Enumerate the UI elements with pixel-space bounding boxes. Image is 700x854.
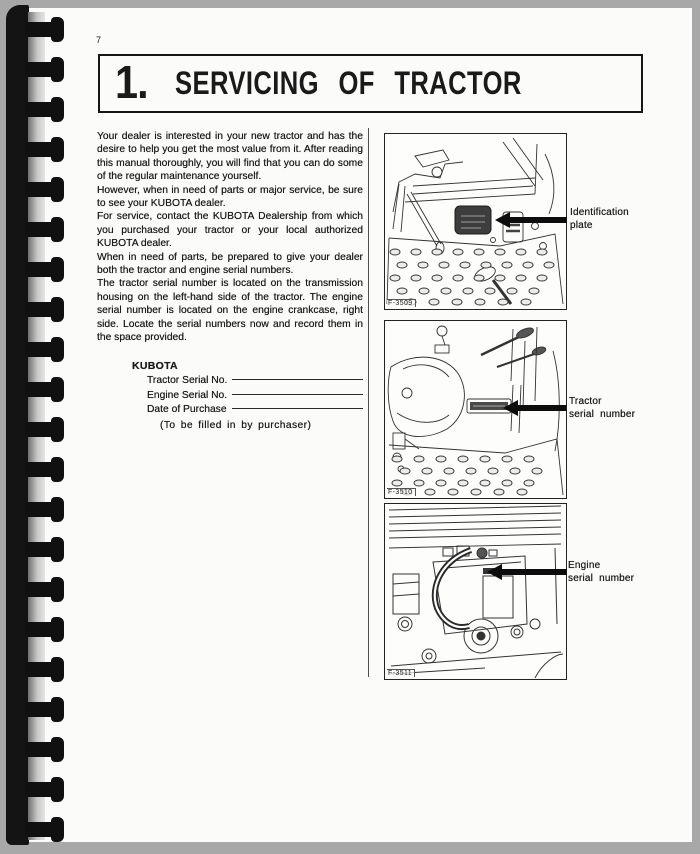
brand-label: KUBOTA	[132, 360, 178, 372]
figure-id: F-3510	[387, 488, 416, 496]
callout-engine-serial	[568, 559, 634, 585]
binding-tooth	[25, 542, 55, 557]
binding-tooth	[25, 222, 55, 237]
binding-tooth	[25, 342, 55, 357]
binding-tooth	[25, 502, 55, 517]
serial-form-rows	[132, 375, 363, 419]
fill-in-line	[232, 394, 363, 395]
figure-id: F-3511	[387, 669, 415, 677]
form-note: (To be filled in by purchaser)	[160, 419, 312, 431]
form-field-row	[147, 390, 363, 405]
callout-tractor-serial	[569, 395, 635, 421]
paragraph: However, when in need of parts or major service, be sure to see your KUBOTA dealer.	[97, 184, 363, 210]
binding-tooth	[25, 702, 55, 717]
callout-line: Tractor	[569, 396, 602, 407]
callout-line: Identification	[570, 207, 629, 218]
binding-tooth	[25, 142, 55, 157]
callout-line: Engine	[568, 560, 601, 571]
arrow-head-icon	[487, 564, 502, 580]
binding-tooth	[25, 622, 55, 637]
tractor-serial-arrow	[503, 400, 566, 416]
binding-tooth	[25, 62, 55, 77]
page-number: 7	[96, 35, 102, 45]
form-field-label: Engine Serial No.	[147, 389, 228, 401]
comb-binding	[0, 0, 70, 854]
form-field-label: Date of Purchase	[147, 404, 227, 415]
paragraph: Your dealer is interested in your new tractor and has the desire to help you get the most value from it. After reading this manual thoroughly, you will find that you can do some of the regular maintenance yourself.	[97, 131, 363, 183]
engine-serial-arrow	[487, 564, 567, 580]
binding-tooth	[25, 782, 55, 797]
binding-tooth	[25, 102, 55, 117]
binding-tooth	[25, 22, 55, 37]
callout-line: serial number	[568, 573, 635, 584]
binding-tooth	[25, 262, 55, 277]
binding-tooth	[25, 422, 55, 437]
fill-in-line	[232, 408, 363, 409]
form-field-row	[147, 375, 363, 390]
identification-plate-shape	[455, 206, 491, 234]
body-text	[97, 130, 363, 345]
callout-line: plate	[570, 220, 593, 231]
figure-engine-serial	[384, 503, 567, 680]
engine-crankcase-illustration	[385, 504, 566, 679]
binding-tooth	[25, 382, 55, 397]
paragraph: The tractor serial number is located on the transmission housing on the left-hand side of the tractor. The engine serial number is located on the engine crankcase, right side. Locate the serial numbers now and record them in the space provided.	[97, 278, 363, 344]
figure-id: F-3509	[387, 299, 416, 307]
binding-tooth	[25, 182, 55, 197]
serial-number-form	[132, 360, 363, 431]
fill-in-line	[232, 379, 363, 380]
chapter-title-box	[98, 54, 643, 113]
identification-plate-arrow	[495, 212, 567, 228]
column-divider	[368, 128, 369, 677]
paragraph: For service, contact the KUBOTA Dealership from which you purchased your tractor or your local authorized KUBOTA dealer.	[97, 211, 363, 250]
chapter-title: SERVICING OF TRACTOR	[175, 65, 523, 101]
form-field-row	[147, 404, 363, 419]
chapter-number: 1.	[115, 55, 148, 108]
binding-tooth	[25, 302, 55, 317]
arrow-head-icon	[503, 400, 518, 416]
binding-tooth	[25, 742, 55, 757]
arrow-head-icon	[495, 212, 510, 228]
binding-tooth	[25, 662, 55, 677]
callout-identification-plate	[570, 206, 629, 232]
binding-tooth	[25, 582, 55, 597]
form-field-label: Tractor Serial No.	[147, 375, 228, 386]
paragraph: When in need of parts, be prepared to give your dealer both the tractor and engine serial numbers.	[97, 251, 363, 277]
binding-tooth	[25, 822, 55, 837]
binding-tooth	[25, 462, 55, 477]
callout-line: serial number	[569, 409, 636, 420]
